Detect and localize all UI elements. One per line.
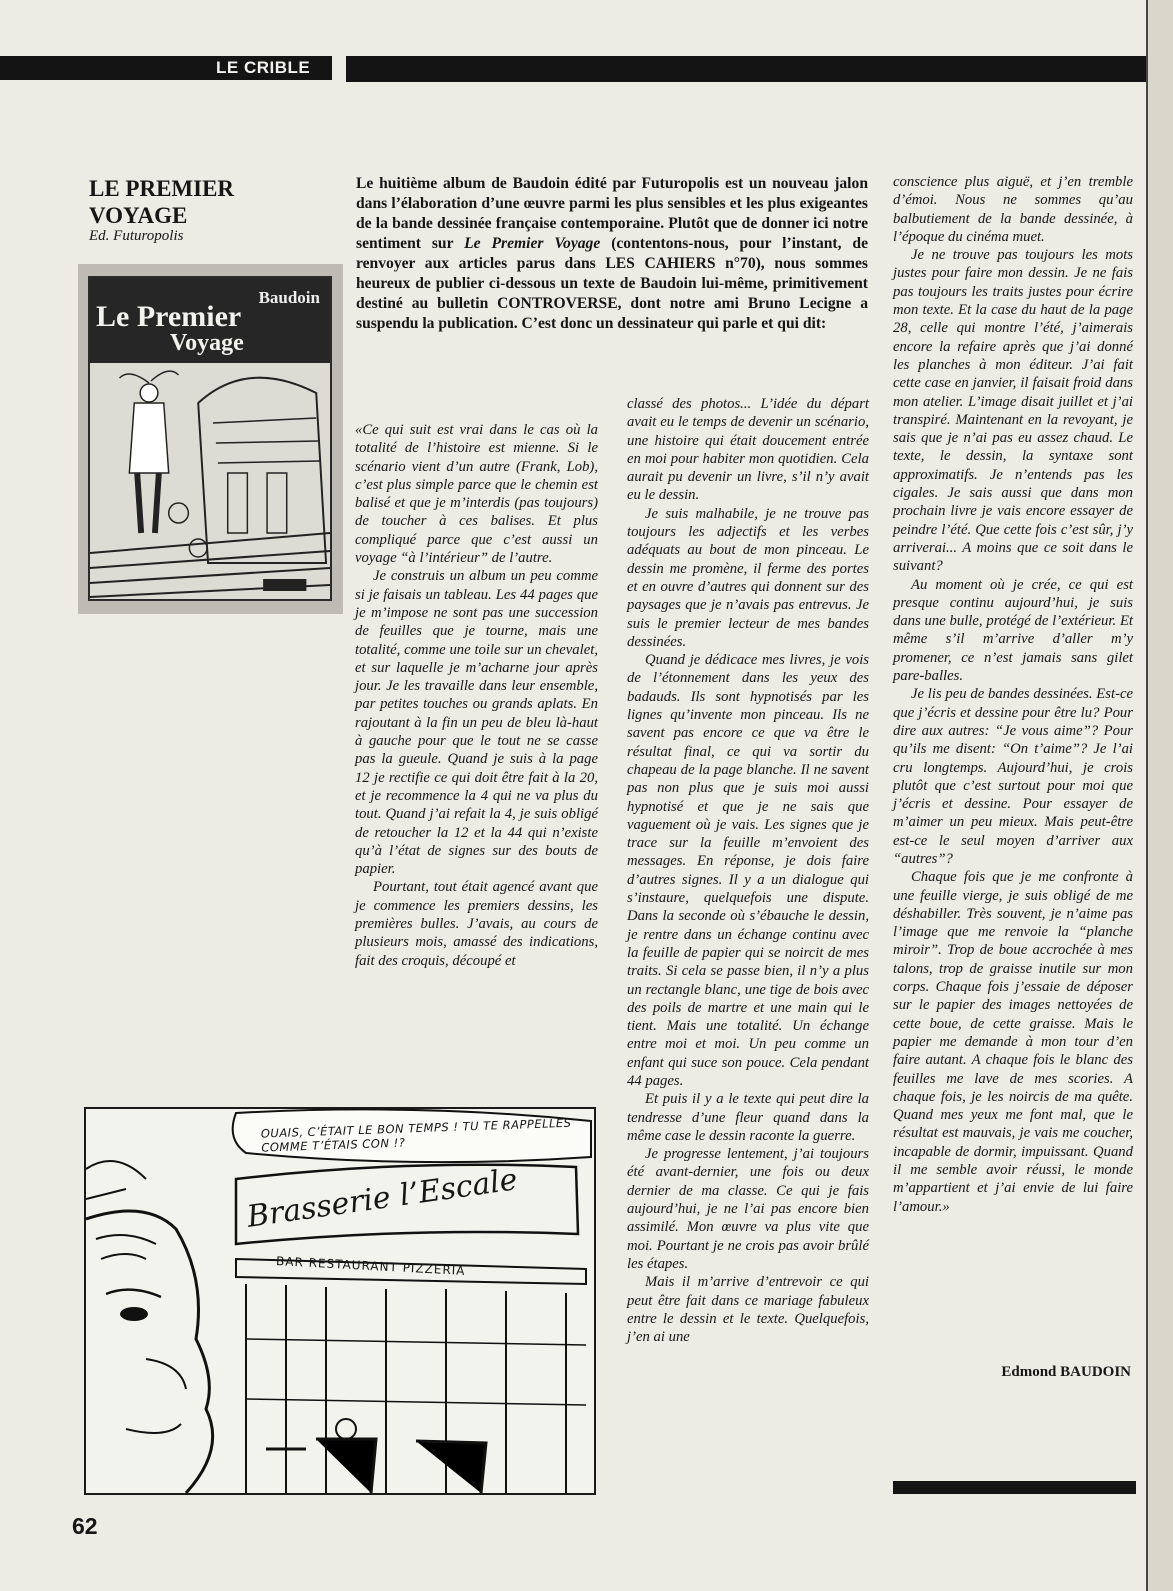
comic-illustration (84, 1107, 596, 1495)
paragraph: Et puis il y a le texte qui peut dire la tendresse d’une fleur quand dans la même case le dessin raconte la guerre. (627, 1091, 869, 1144)
paragraph: Quand je dédicace mes livres, je vois de l’étonnement dans les yeux des badauds. Ils sont hypnotisés par les lignes qu’invente mon pinceau. Ils ne savent pas encore ce que va être le résultat final, ce qui va sortir du chapeau de la page blanche. Il ne savent pas non plus que je suis moi aussi hypnotisé et que je ne sais que vaguement où je vais. Les signes que je trace sur la feuille m’envoient des messages. En réponse, je dois faire d’autres signes. Il y a un dialogue qui s’instaure, quelquefois une dispute. Dans la seconde où s’ébauche le dessin, je rentre dans un échange continu avec la feuille de papier qui se noircit de mes traits. Si cela se passe bien, il n’y a plus un rectangle blanc, une tige de bois avec des poils de martre et une main qui le tient. Mais une totalité. Un échange entre moi et moi. Un peu comme un enfant qui suce son pouce. Cela pendant 44 pages. (627, 652, 869, 1089)
article-title: LE PREMIER VOYAGE (89, 176, 235, 228)
storefront-sign: BAR RESTAURANT PIZZERIA (275, 1254, 466, 1278)
header-band-right (346, 56, 1146, 82)
intro-text-before: Le huitième album de Baudoin édité par Futuropolis est un nouveau jalon dans l’élaboration d’une œuvre parmi les plus sensibles et les plus exigeantes de la bande dessinée française contemporaine. Plutôt que de donner ici notre sentiment sur (356, 175, 868, 252)
paragraph: Je ne trouve pas toujours les mots justes pour faire mon dessin. Je ne fais pas toujours les traits justes pour écrire mon texte. Et la case du haut de la page 28, celle qui montre l’été, j’aimerais encore la refaire après que j’ai donné les planches à mon éditeur. J’ai fait cette case en janvier, il faisait froid dans mon atelier. L’image disait juillet et j’ai transpiré. Maintenant en la revoyant, je sais que je n’ai pas eu assez chaud. Le texte, le dessin, la syntaxe sont approximatifs. Je n’entends pas les cigales. Je sais aussi que dans mon prochain livre je vais encore essayer de peindre l’été. Que cette fois c’est sûr, j’y arriverai... A moins que ce soit dans le suivant? (893, 247, 1133, 575)
book-cover-title-line2: Voyage (170, 330, 244, 356)
text-column-1 (355, 421, 598, 970)
paragraph: Je progresse lentement, j’ai toujours été avant-dernier, une fois ou deux dernier de ma classe. Ce qui je fais aujourd’hui, je ne l’ai pas encore bien assimilé. Mon œuvre va plus vite que moi. Pourtant je ne crois pas avoir brûlé les étapes. (627, 1146, 869, 1272)
paragraph: Je lis peu de bandes dessinées. Est-ce que j’écris et dessine pour être lu? Pour dire aux autres: “Je vous aime”? Pour qu’ils me disent: “On t’aime”? Je l’ai cru longtemps. Aujourd’hui, je crois plutôt que c’est surtout pour moi que j’écris et dessine. Pour essayer de m’aimer un peu mieux. Mais peut-être est-ce le seul moyen d’arriver aux “autres”? (893, 686, 1133, 867)
closing-rule (893, 1481, 1136, 1494)
book-cover-artwork (90, 363, 330, 599)
paragraph: Au moment où je crée, ce qui est presque continu aujourd’hui, je suis dans une bulle, protégé de l’extérieur. Et même s’il m’arrive d’aller m’y promener, ce n’est jamais sans gilet pare-balles. (893, 576, 1133, 685)
book-cover-author: Baudoin (258, 288, 320, 307)
article-intro (356, 174, 868, 334)
paragraph: Chaque fois que je me confronte à une feuille vierge, je suis obligé de me déshabiller. Très souvent, je n’aime pas l’image que me renvoie la “planche miroir”. Trop de boue accrochée à mes talons, trop de graisse inutile sur mon corps. Chaque fois j’essaie de déposer sur le papier des images nettoyées de cette boue, de cette graisse. Mais le papier me demande à mon tour d’en faire autant. A chaque fois le blanc des feuilles me lave de mes scories. A chaque fois, je les noircis de ma quête. Quand mes yeux me font mal, que le résultat est mauvais, je vais me coucher, incapable de dormir, impuissant. Quand il me semble avoir réussi, le monde m’appartient et j’ai envie de lui faire l’amour.» (893, 869, 1133, 1215)
comic-linework (86, 1109, 594, 1493)
book-cover-frame (88, 276, 332, 601)
book-cover (78, 264, 343, 614)
intro-book-title: Le Premier Voyage (464, 235, 601, 252)
section-label: LE CRIBLE (210, 58, 316, 78)
paragraph: classé des photos... L’idée du départ avait eu le temps de devenir un scénario, une histoire qui était doucement entrée en moi pour habiter mon quotidien. Cela aurait pu devenir un livre, s’il n’y avait eu le dessin. (627, 396, 869, 504)
article-publisher: Ed. Futuropolis (89, 228, 184, 244)
paragraph: Je construis un album un peu comme si je faisais un tableau. Les 44 pages que je m’impose ne sont pas une succession de feuilles que je tourne, mais une totalité, comme une toile sur un chevalet, et sur laquelle je m’acharne jour après jour. Je les travaille dans leur ensemble, par petites touches ou grands aplats. En rajoutant à la fin un peu de bleu là-haut à gauche pour que le tout ne se casse pas la gueule. Quand je suis à la page 12 je rectifie ce qui doit être fait à la 20, et je recommence la 4 qui ne va plus du tout. Quand j’ai refait la 4, je suis obligé de retoucher la 12 et la 44 qui n’existe qu’à l’état de signes sur des bouts de papier. (355, 568, 598, 878)
next-page-edge (1146, 0, 1173, 1591)
paragraph: conscience plus aiguë, et j’en tremble d’émoi. Nous ne sommes qu’au balbutiement de la bande dessinée, à l’époque du cinéma muet. (893, 174, 1133, 245)
paragraph: Mais il m’arrive d’entrevoir ce qui peut être fait dans ce mariage fabuleux entre le dessin et le texte. Quelquefois, j’en ai une (627, 1274, 869, 1346)
speech-bubble-text: OUAIS, C’ÉTAIT LE BON TEMPS ! TU TE RAPPELLES COMME T’ÉTAIS CON !? (260, 1115, 572, 1155)
text-column-2 (627, 395, 869, 1346)
brasserie-sign: Brasserie l’Escale (244, 1162, 520, 1235)
page-number: 62 (72, 1513, 98, 1539)
intro-text-after: (contentons-nous, pour l’instant, de renvoyer aux articles parus dans LES CAHIERS n°70), nous sommes heureux de publier ci-dessous un texte de Baudoin lui-même, primitivement destiné au bulletin CONTROVERSE, dont notre ami Bruno Lecigne a suspendu la publication. C’est donc un dessinateur qui parle et qui dit: (356, 235, 869, 332)
book-cover-title-line1: Le Premier (96, 300, 242, 333)
paragraph: Pourtant, tout était agencé avant que je commence les premiers dessins, les premières bulles. J’avais, au cours de plusieurs mois, amassé des indications, fait des croquis, découpé et (355, 879, 598, 969)
paragraph: «Ce qui suit est vrai dans le cas où la totalité de l’histoire est mienne. Si le scénario vient d’un autre (Frank, Lob), c’est plus simple parce que le chemin est balisé et que je m’interdis (pas toujours) de toucher à ces balises. Et plus compliqué parce que c’est aussi un voyage “à l’intérieur” de l’autre. (355, 422, 598, 567)
text-column-3 (893, 173, 1133, 1216)
author-signature: Edmond BAUDOIN (1001, 1364, 1131, 1380)
paragraph: Je suis malhabile, je ne trouve pas toujours les adjectifs et les verbes adéquats au bout de mon pinceau. Le dessin me promène, il ferme des portes et en ouvre d’autres qui donnent sur des paysages que je n’avais pas entrevus. Je suis le premier lecteur de mes bandes dessinées. (627, 505, 869, 650)
